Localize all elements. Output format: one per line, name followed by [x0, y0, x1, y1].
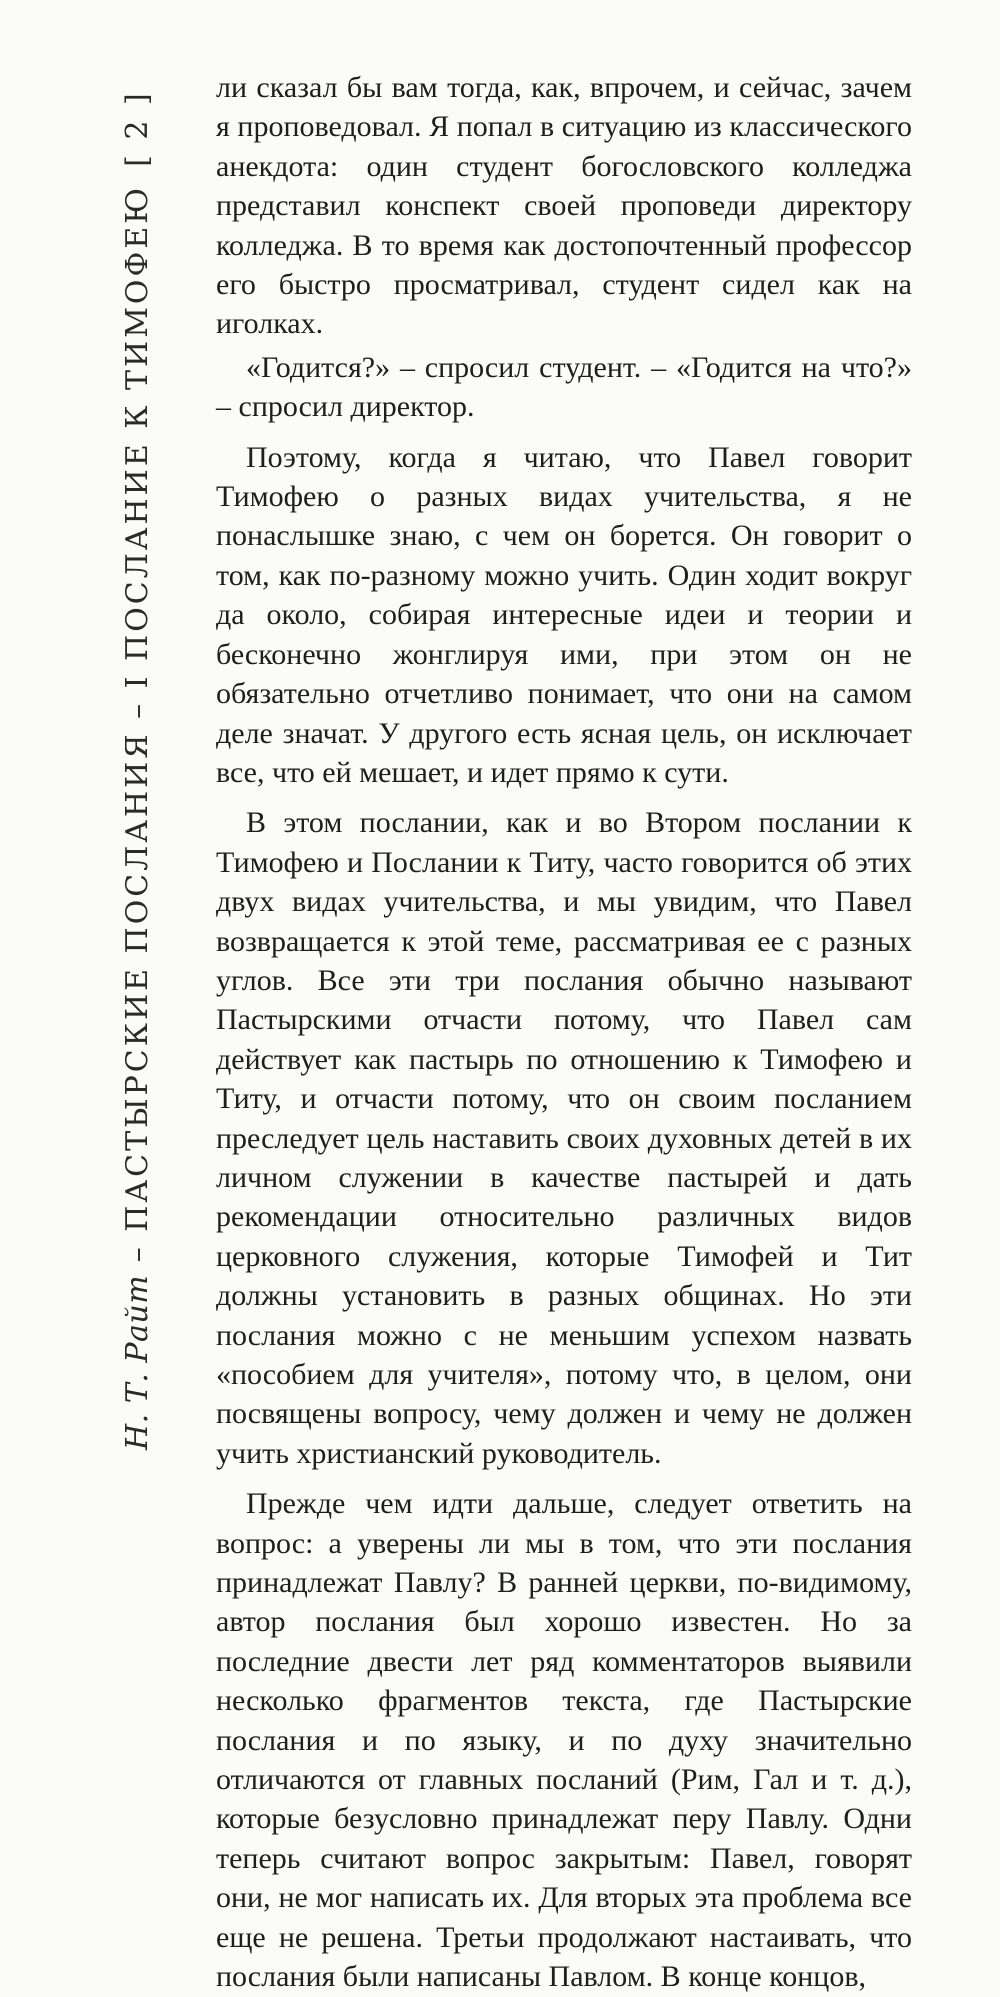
running-head-book-title: ПАСТЫРСКИЕ ПОСЛАНИЯ: [120, 731, 155, 1232]
running-head-separator: –: [120, 1231, 155, 1275]
paragraph: Поэтому, когда я читаю, что Павел говорит Тимофею о разных видах учительства, я не понаслышке знаю, с чем он борется. Он говорит о том, как по-разному можно учить. Один ходит вокруг да около, собирая интересные идеи и теории и бесконечно жонглируя ими, при этом он не обязательно отчетливо понимает, что они на самом деле значат. У другого есть ясная цель, он исключает все, что ей мешает, и идет прямо к сути.: [216, 440, 912, 789]
paragraph: ли сказал бы вам тогда, как, впрочем, и сейчас, зачем я проповедовал. Я попал в ситуацию из классического анекдота: один студент богословского колледжа представил конспект своей проповеди директору колледжа. В то время как достопочтенный профессор его быстро просматривал, студент сидел как на иголках.: [216, 71, 912, 341]
paragraph: Прежде чем идти дальше, следует ответить на вопрос: а уверены ли мы в том, что эти послания принадлежат Павлу? В ранней церкви, по-видимому, автор послания был хорошо известен. Но за последние двести лет ряд комментаторов выявили несколько фрагментов текста, где Пастырские послания и по языку, и по духу значительно отличаются от главных посланий (Рим, Гал и т. д.), которые безусловно принадлежат перу Павлу. Одни теперь считают вопрос закрытым: Павел, говорят они, не мог написать их. Для вторых эта проблема все еще не решена. Третьи продолжают настаивать, что послания были написаны Павлом. В конце концов,: [216, 1487, 912, 1994]
running-head-separator: –: [120, 688, 155, 732]
paragraph: В этом послании, как и во Втором послании к Тимофею и Послании к Титу, часто говорится об этих двух видах учительства, и мы увидим, что Павел возвращается к этой теме, рассматривая ее с разных углов. Все эти три послания обычно называют Пастырскими отчасти потому, что Павел сам действует как пастырь по отношению к Тимофею и Титу, и отчасти потому, что он своим посланием преследует цель наставить своих духовных детей в их личном служении в качестве пастырей и дать рекомендации относительно различных видов церковного служения, которые Тимофей и Тит должны установить в разных общинах. Но эти послания можно с не меньшим успехом назвать «пособием для учителя», потому что, в целом, они посвящены вопросу, чему должен и чему не должен учить христианский руководитель.: [216, 806, 912, 1470]
body-text: [216, 68, 912, 1997]
running-head: [108, 90, 168, 1450]
running-head-section: I ПОСЛАНИЕ К ТИМОФЕЮ: [120, 184, 155, 689]
paragraph: «Годится?» – спросил студент. – «Годится на что?» – спросил директор.: [216, 350, 912, 424]
running-head-author: Н. Т. Райт: [120, 1274, 155, 1450]
page-marker: [ 2 ]: [120, 90, 155, 167]
